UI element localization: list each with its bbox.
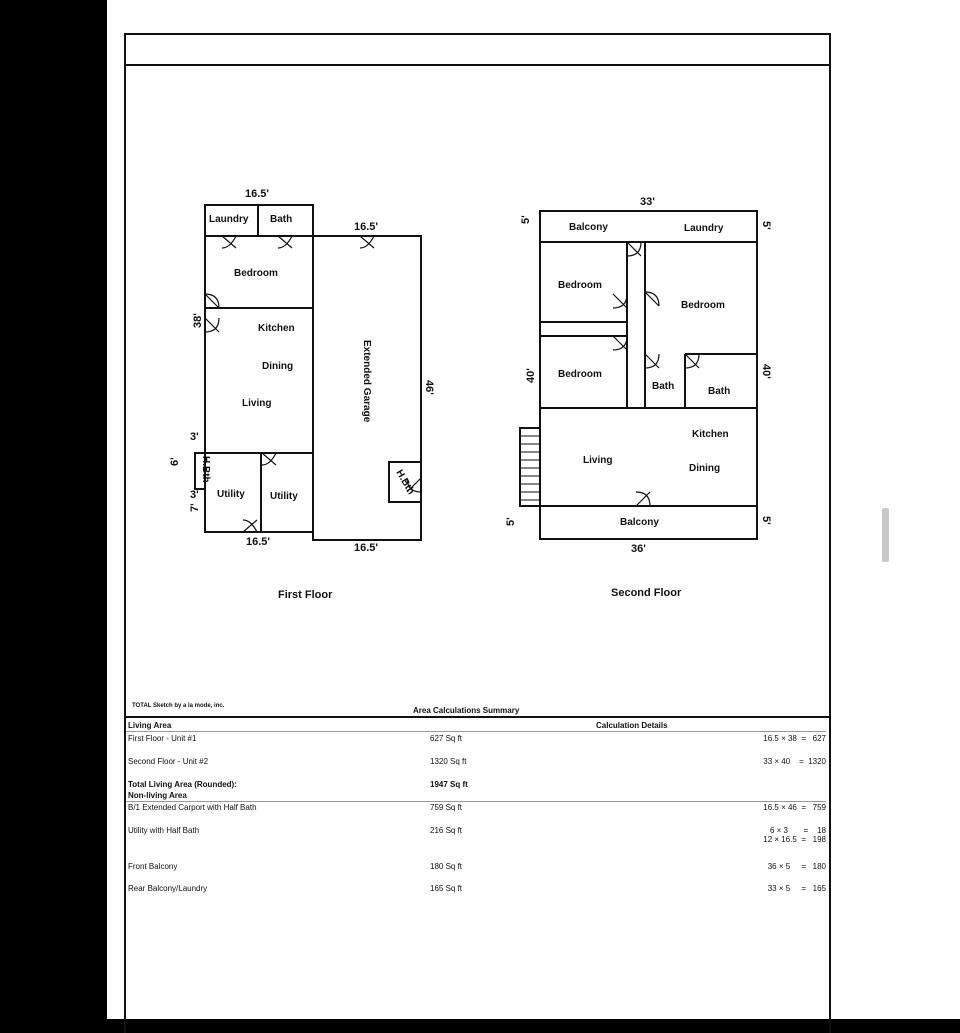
sf-room-dining: Dining <box>689 463 721 474</box>
sf-room-laundry: Laundry <box>684 223 724 234</box>
calc-details-header: Calculation Details <box>596 721 668 730</box>
sf-room-kitchen: Kitchen <box>692 429 729 440</box>
living-area-header: Living Area <box>128 721 172 730</box>
ff-dim-side-7: 7' <box>189 503 201 512</box>
ff-room-utility-1: Utility <box>217 489 245 500</box>
nonliving-area-header: Non-living Area <box>128 791 187 800</box>
ff-dim-bottom-right: 16.5' <box>354 542 379 554</box>
ff-dim-side-3b: 3' <box>190 489 199 501</box>
row-label-rear-balcony: Rear Balcony/Laundry <box>128 884 208 893</box>
sf-dim-left-bottom: 5' <box>505 517 517 526</box>
row-detail-front-balcony: 36 × 5 = 180 <box>767 862 826 871</box>
sf-room-bedroom-2: Bedroom <box>681 300 725 311</box>
row-label-utility: Utility with Half Bath <box>128 826 200 835</box>
summary-title: Area Calculations Summary <box>413 706 520 715</box>
sf-dim-right-mid: 40' <box>760 364 772 379</box>
row-detail-utility: 6 × 3 = 18 12 × 16.5 = 198 <box>763 826 826 844</box>
sf-dim-top: 33' <box>640 196 655 208</box>
ff-dim-side-3a: 3' <box>190 431 199 443</box>
sf-room-balcony-bottom: Balcony <box>620 517 659 528</box>
ff-room-hbath: H.Bth <box>200 456 211 483</box>
ff-dim-side-6: 6' <box>169 457 181 466</box>
sf-room-living: Living <box>583 455 613 466</box>
row-label-first-floor: First Floor - Unit #1 <box>128 734 197 743</box>
section-line <box>126 801 826 802</box>
ff-dim-left: 38' <box>192 313 204 328</box>
ff-room-dining: Dining <box>262 361 294 372</box>
sf-dim-right-bottom: 5' <box>760 516 772 525</box>
sf-room-bath-1: Bath <box>652 381 675 392</box>
row-label-carport: B/1 Extended Carport with Half Bath <box>128 803 257 812</box>
sketch-credit: TOTAL Sketch by a la mode, inc. <box>132 703 225 709</box>
row-detail-carport: 16.5 × 46 = 759 <box>763 803 826 812</box>
stairs <box>520 436 540 500</box>
row-amount-carport: 759 Sq ft <box>430 803 463 812</box>
ff-room-garage: Extended Garage <box>361 340 372 423</box>
ff-dim-top: 16.5' <box>245 188 270 200</box>
ff-room-living: Living <box>242 398 272 409</box>
ff-dim-garage-top: 16.5' <box>354 221 379 233</box>
ff-room-laundry: Laundry <box>209 214 249 225</box>
row-detail-rear-balcony: 33 × 5 = 165 <box>767 884 826 893</box>
sf-dim-left-mid: 40' <box>525 368 537 383</box>
first-floor-unit-outline <box>205 205 313 532</box>
row-label-second-floor: Second Floor - Unit #2 <box>128 757 209 766</box>
row-amount-utility: 216 Sq ft <box>430 826 463 835</box>
row-amount-rear-balcony: 165 Sq ft <box>430 884 463 893</box>
first-floor-caption: First Floor <box>278 589 333 601</box>
sf-dim-right-top: 5' <box>760 221 772 230</box>
ff-room-kitchen: Kitchen <box>258 323 295 334</box>
row-label-front-balcony: Front Balcony <box>128 862 178 871</box>
ff-dim-bottom-left: 16.5' <box>246 536 271 548</box>
sf-room-bedroom-3: Bedroom <box>558 369 602 380</box>
row-amount-total: 1947 Sq ft <box>430 780 468 789</box>
second-floor-caption: Second Floor <box>611 587 682 599</box>
sf-dim-bottom: 36' <box>631 543 646 555</box>
ff-room-utility-2: Utility <box>270 491 298 502</box>
sf-dim-left-top: 5' <box>520 215 532 224</box>
sf-room-balcony-top: Balcony <box>569 222 608 233</box>
sf-room-bath-2: Bath <box>708 386 731 397</box>
sf-room-bedroom-1: Bedroom <box>558 280 602 291</box>
section-line <box>126 731 826 732</box>
ff-room-bedroom: Bedroom <box>234 268 278 279</box>
row-amount-second-floor: 1320 Sq ft <box>430 757 467 766</box>
ff-room-bath: Bath <box>270 214 293 225</box>
second-floor-walls <box>520 211 757 539</box>
row-label-total: Total Living Area (Rounded): <box>128 780 237 789</box>
row-detail-first-floor: 16.5 × 38 = 627 <box>763 734 826 743</box>
row-detail-second-floor: 33 × 40 = 1320 <box>763 757 826 766</box>
ff-room-garage-hbath: H.Bth <box>393 468 417 497</box>
row-amount-front-balcony: 180 Sq ft <box>430 862 463 871</box>
summary-divider <box>124 716 831 718</box>
ff-dim-garage-right: 46' <box>423 380 435 395</box>
second-floor-doors <box>613 242 699 506</box>
row-amount-first-floor: 627 Sq ft <box>430 734 463 743</box>
